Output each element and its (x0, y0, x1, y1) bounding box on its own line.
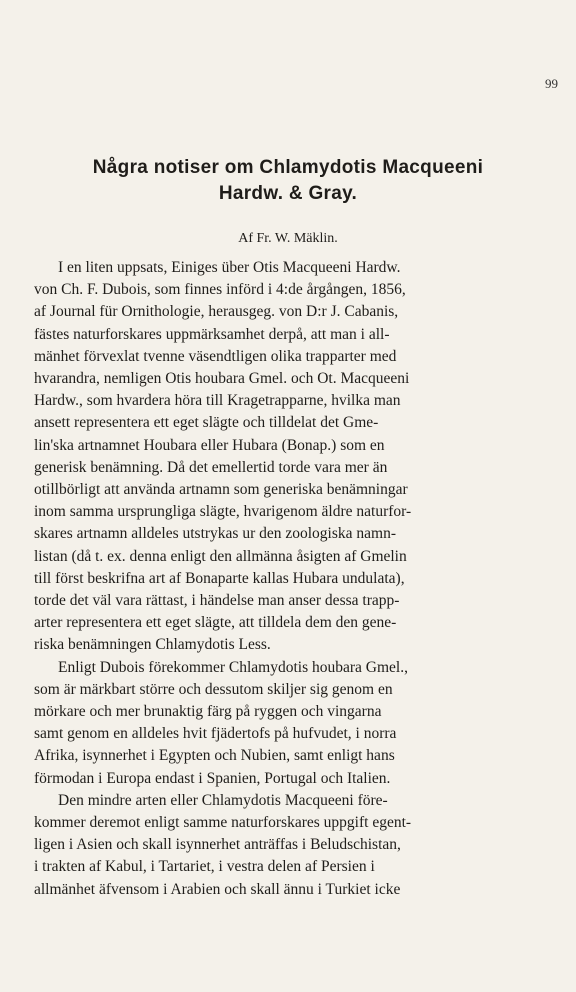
text-line: hvarandra, nemligen Otis houbara Gmel. och Ot. Macqueeni (34, 370, 410, 388)
text-line: listan (då t. ex. denna enligt den allmänna åsigten af Gmelin (34, 547, 407, 565)
text-line: otillbörligt att använda artnamn som generiska benämningar (34, 481, 408, 499)
page-number: 99 (545, 76, 558, 91)
text-line: allmänhet äfvensom i Arabien och skall ännu i Turkiet icke (34, 880, 401, 898)
title-line-2: Hardw. & Gray. (218, 183, 358, 204)
text-line: Hardw., som hvardera höra till Kragetrapparne, hvilka man (34, 392, 401, 410)
text-line: mänhet förvexlat tvenne väsendtligen olika trapparter med (34, 347, 397, 365)
text-line: kommer deremot enligt samme naturforskares uppgift egent- (34, 814, 412, 832)
text-line: torde det väl vara rättast, i händelse man anser dessa trapp- (34, 592, 400, 610)
text-line: arter representera ett eget slägte, att tilldela dem den gene- (34, 614, 397, 632)
text-line: skares artnamn alldeles utstrykas ur den zoologiska namn- (34, 525, 396, 543)
text-line: ansett representera ett eget slägte och tilldelat det Gme- (34, 414, 379, 432)
text-line: ligen i Asien och skall isynnerhet anträffas i Beludschistan, (34, 836, 401, 854)
article-title (0, 155, 576, 207)
text-line: Den mindre arten eller Chlamydotis Macqueeni före- (58, 791, 388, 809)
text-line: som är märkbart större och dessutom skiljer sig genom en (34, 680, 393, 698)
text-line: fästes naturforskares uppmärksamhet derpå, att man i all- (34, 325, 390, 343)
text-line: mörkare och mer brunaktig färg på ryggen och vingarna (34, 703, 382, 721)
paragraph-2 (34, 657, 546, 790)
author-byline: Af Fr. W. Mäklin. (238, 231, 338, 246)
text-line: Enligt Dubois förekommer Chlamydotis houbara Gmel., (58, 658, 408, 676)
text-line: Afrika, isynnerhet i Egypten och Nubien, samt enligt hans (34, 747, 395, 765)
text-line: af Journal für Ornithologie, herausgeg. von D:r J. Cabanis, (34, 303, 399, 321)
text-line: i trakten af Kabul, i Tartariet, i vestra delen af Persien i (34, 858, 375, 876)
text-line: von Ch. F. Dubois, som finnes införd i 4:de årgången, 1856, (34, 281, 406, 299)
text-line: förmodan i Europa endast i Spanien, Portugal och Italien. (34, 769, 391, 787)
text-line: till först beskrifna art af Bonaparte kallas Hubara undulata), (34, 569, 405, 587)
title-line-1: Några notiser om Chlamydotis Macqueeni (92, 157, 484, 178)
text-line: generisk benämning. Då det emellertid torde vara mer än (34, 458, 388, 476)
text-line: inom samma ursprungliga slägte, hvarigenom äldre naturfor- (34, 503, 412, 521)
text-line: riska benämningen Chlamydotis Less. (34, 636, 271, 654)
text-line: lin'ska artnamnet Houbara eller Hubara (Bonap.) som en (34, 436, 385, 454)
text-line: samt genom en alldeles hvit fjädertofs på hufvudet, i norra (34, 725, 397, 743)
paragraph-1 (34, 257, 546, 657)
paragraph-3 (34, 790, 546, 901)
text-line: I en liten uppsats, Einiges über Otis Macqueeni Hardw. (58, 259, 401, 276)
article-body (34, 257, 546, 901)
